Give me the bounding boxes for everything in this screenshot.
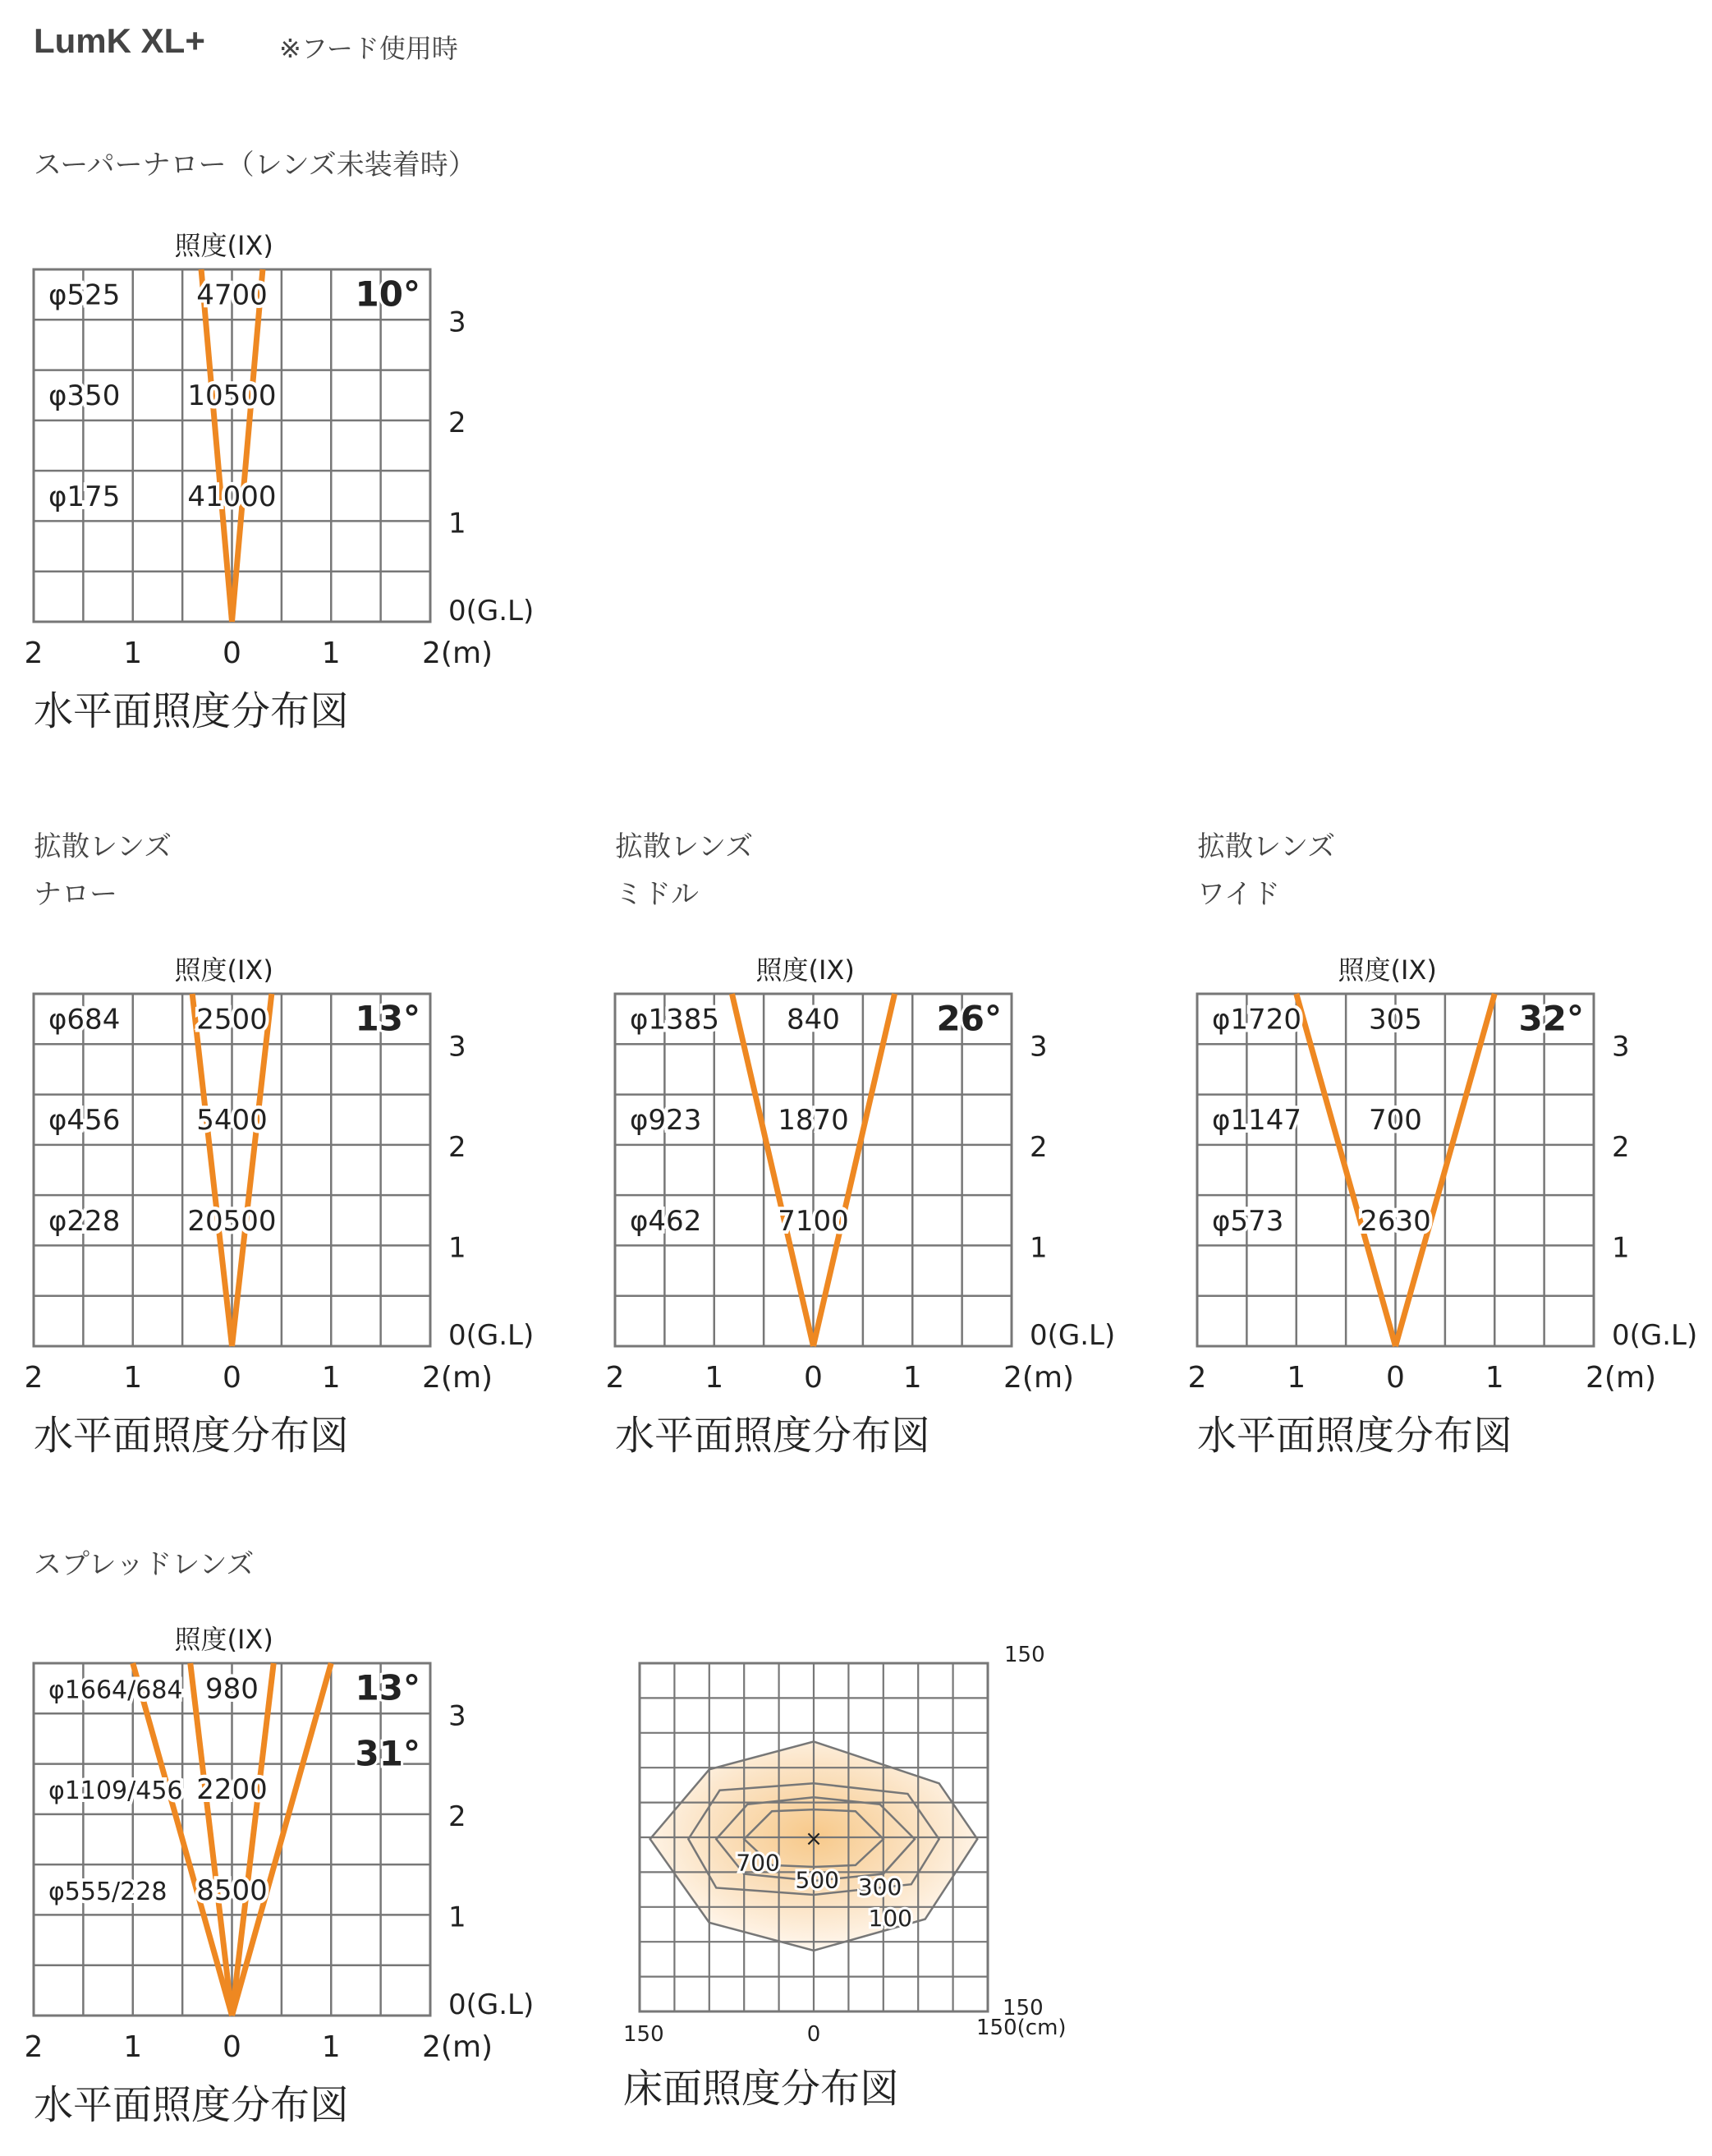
section-label-line2: ワイド (1197, 878, 1280, 911)
svg-text:1: 1 (1612, 1231, 1630, 1265)
lux-value: 7100 (778, 1204, 849, 1238)
svg-text:1: 1 (123, 2030, 143, 2064)
diameter-label: φ923 (630, 1104, 702, 1138)
diameter-label: φ350 (48, 379, 121, 413)
svg-text:水平面照度分布図: 水平面照度分布図 (615, 1413, 931, 1459)
diameter-label: φ1664/684 (48, 1676, 183, 1705)
diameter-label: φ175 (48, 480, 121, 513)
contour-label: 700 (736, 1849, 780, 1877)
svg-text:3: 3 (448, 1699, 466, 1733)
beam-angle-label: 26° (936, 998, 1002, 1039)
svg-text:×: × (805, 1827, 823, 1852)
diameter-label: φ1147 (1212, 1104, 1301, 1138)
svg-text:2: 2 (605, 1361, 625, 1395)
lux-value: 5400 (196, 1104, 268, 1138)
diameter-label: φ555/228 (48, 1877, 168, 1906)
section-label-wide (1197, 823, 1335, 918)
svg-text:1: 1 (448, 1231, 466, 1265)
lux-value: 2630 (1360, 1204, 1431, 1238)
beam-angle-label: 13° (355, 1667, 420, 1708)
diameter-label: φ1720 (1212, 1003, 1301, 1037)
svg-text:2(m): 2(m) (422, 2030, 493, 2064)
svg-text:2: 2 (24, 1361, 44, 1395)
section-label-line2: ナロー (34, 878, 117, 911)
svg-text:2(m): 2(m) (1586, 1361, 1657, 1395)
lux-value: 20500 (187, 1204, 277, 1238)
svg-text:150: 150 (1004, 1643, 1045, 1667)
svg-text:照度(IX): 照度(IX) (1338, 954, 1437, 986)
contour-label: 300 (857, 1873, 902, 1901)
beam-chart-svg (1187, 954, 1712, 1487)
lux-value: 41000 (187, 480, 277, 513)
svg-text:1: 1 (902, 1361, 922, 1395)
svg-text:2: 2 (1030, 1130, 1048, 1164)
beam-angle-label-2: 31° (355, 1733, 420, 1774)
diameter-label: φ684 (48, 1003, 121, 1037)
chart-diffuse-narrow (24, 954, 576, 1487)
diameter-label: φ525 (48, 278, 121, 312)
svg-text:0: 0 (223, 637, 241, 670)
svg-text:2(m): 2(m) (422, 1361, 493, 1395)
section-label-line1: 拡散レンズ (34, 830, 172, 863)
svg-text:1: 1 (1485, 1361, 1504, 1395)
svg-text:0: 0 (1386, 1361, 1405, 1395)
beam-chart-svg (24, 230, 576, 762)
beam-angle-label: 10° (355, 274, 420, 315)
svg-text:2: 2 (448, 1130, 466, 1164)
lux-value: 4700 (196, 278, 268, 312)
svg-text:150(cm): 150(cm) (976, 2016, 1067, 2040)
svg-text:1: 1 (321, 2030, 341, 2064)
svg-text:1: 1 (705, 1361, 724, 1395)
beam-chart-svg (24, 1624, 576, 2156)
beam-chart-svg (605, 954, 1157, 1487)
svg-text:照度(IX): 照度(IX) (755, 954, 855, 986)
svg-text:照度(IX): 照度(IX) (174, 954, 273, 986)
svg-text:3: 3 (1612, 1030, 1630, 1064)
lux-value: 10500 (187, 379, 277, 413)
svg-text:2: 2 (24, 2030, 44, 2064)
hood-note: ※フード使用時 (279, 33, 458, 64)
svg-text:3: 3 (448, 306, 466, 339)
svg-text:2: 2 (448, 406, 466, 439)
svg-text:3: 3 (1030, 1030, 1048, 1064)
svg-text:水平面照度分布図: 水平面照度分布図 (34, 688, 350, 734)
section-label-line1: 拡散レンズ (1197, 830, 1336, 863)
section-label-narrow (34, 823, 172, 918)
diameter-label: φ228 (48, 1204, 121, 1238)
svg-text:0(G.L): 0(G.L) (448, 1988, 535, 2021)
section-label-line2: ミドル (615, 878, 699, 911)
svg-text:2(m): 2(m) (422, 637, 493, 670)
chart-floor-illuminance (623, 1643, 1182, 2156)
diameter-label: φ1109/456 (48, 1777, 183, 1806)
floor-chart-svg (623, 1643, 1149, 2156)
svg-text:1: 1 (123, 1361, 143, 1395)
contour-label: 500 (795, 1866, 839, 1894)
section-label-super-narrow: スーパーナロー（レンズ未装着時） (34, 149, 476, 182)
chart-spread (24, 1624, 576, 2156)
svg-text:2(m): 2(m) (1003, 1361, 1075, 1395)
svg-text:床面照度分布図: 床面照度分布図 (623, 2066, 900, 2112)
chart-super-narrow (24, 230, 576, 762)
svg-text:0: 0 (806, 2022, 821, 2047)
product-title: LumK XL+ (34, 21, 205, 60)
svg-text:0(G.L): 0(G.L) (448, 1319, 535, 1352)
lux-value: 2200 (196, 1773, 268, 1807)
svg-text:2: 2 (448, 1800, 466, 1833)
svg-text:水平面照度分布図: 水平面照度分布図 (34, 2082, 350, 2128)
svg-text:3: 3 (448, 1030, 466, 1064)
lux-value: 980 (205, 1672, 259, 1706)
svg-text:2: 2 (1612, 1130, 1630, 1164)
svg-text:照度(IX): 照度(IX) (174, 1624, 273, 1655)
svg-text:1: 1 (1287, 1361, 1306, 1395)
svg-text:1: 1 (321, 637, 341, 670)
lux-value: 2500 (196, 1003, 268, 1037)
svg-text:150: 150 (1003, 1996, 1044, 2020)
svg-text:0: 0 (804, 1361, 823, 1395)
svg-text:水平面照度分布図: 水平面照度分布図 (34, 1413, 350, 1459)
lux-value: 1870 (778, 1104, 849, 1138)
diameter-label: φ573 (1212, 1204, 1284, 1238)
svg-text:1: 1 (321, 1361, 341, 1395)
beam-angle-label: 13° (355, 998, 420, 1039)
chart-diffuse-middle (605, 954, 1157, 1487)
lux-value: 840 (787, 1003, 840, 1037)
lux-value: 8500 (196, 1873, 268, 1907)
section-label-spread: スプレッドレンズ (34, 1548, 255, 1581)
svg-text:2: 2 (24, 637, 44, 670)
contour-label: 100 (868, 1905, 913, 1933)
diameter-label: φ462 (630, 1204, 702, 1238)
svg-text:1: 1 (448, 507, 466, 540)
svg-text:0: 0 (223, 2030, 241, 2064)
svg-text:水平面照度分布図: 水平面照度分布図 (1197, 1413, 1513, 1459)
svg-text:1: 1 (123, 637, 143, 670)
lux-value: 700 (1369, 1104, 1422, 1138)
beam-chart-svg (24, 954, 576, 1487)
beam-angle-label: 32° (1518, 998, 1584, 1039)
svg-text:150: 150 (623, 2022, 664, 2047)
svg-text:2: 2 (1187, 1361, 1207, 1395)
svg-text:0(G.L): 0(G.L) (1030, 1319, 1116, 1352)
diameter-label: φ456 (48, 1104, 121, 1138)
svg-text:1: 1 (448, 1901, 466, 1934)
svg-text:0: 0 (223, 1361, 241, 1395)
section-label-line1: 拡散レンズ (615, 830, 754, 863)
chart-diffuse-wide (1187, 954, 1712, 1487)
diameter-label: φ1385 (630, 1003, 719, 1037)
section-label-middle (615, 823, 753, 918)
lux-value: 305 (1369, 1003, 1422, 1037)
svg-text:1: 1 (1030, 1231, 1048, 1265)
svg-text:0(G.L): 0(G.L) (1612, 1319, 1698, 1352)
svg-text:0(G.L): 0(G.L) (448, 595, 535, 627)
svg-text:照度(IX): 照度(IX) (174, 230, 273, 261)
